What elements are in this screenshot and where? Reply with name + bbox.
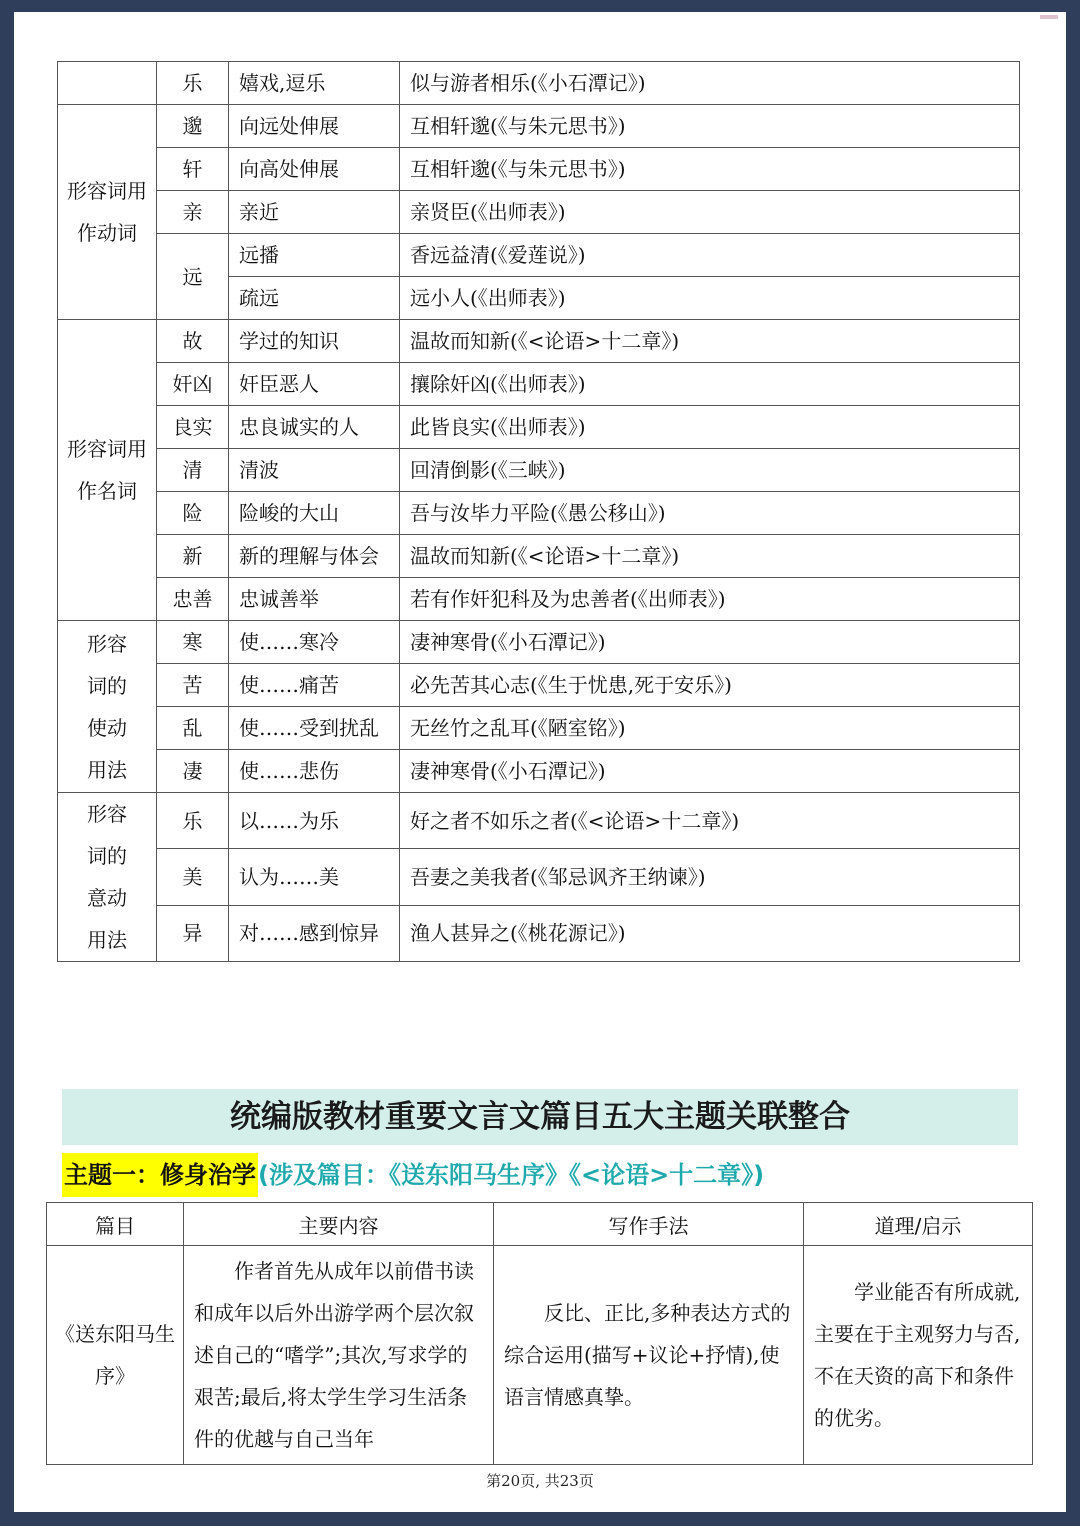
meaning-cell: 亲近 — [229, 191, 400, 234]
example-cell: 若有作奸犯科及为忠善者(《出师表》) — [400, 578, 1020, 621]
example-cell: 必先苦其心志(《生于忧患,死于安乐》) — [400, 664, 1020, 707]
word-cell: 轩 — [157, 148, 229, 191]
table-row — [58, 578, 1020, 621]
meaning-cell: 忠诚善举 — [229, 578, 400, 621]
example-cell: 好之者不如乐之者(《<论语>十二章》) — [400, 793, 1020, 849]
example-cell: 温故而知新(《<论语>十二章》) — [400, 535, 1020, 578]
meaning-cell: 向高处伸展 — [229, 148, 400, 191]
meaning-cell: 嬉戏,逗乐 — [229, 62, 400, 105]
column-header: 写作手法 — [494, 1203, 804, 1246]
word-cell: 亲 — [157, 191, 229, 234]
meaning-cell: 以……为乐 — [229, 793, 400, 849]
vocab-table — [57, 61, 1020, 962]
table-row — [58, 492, 1020, 535]
technique-cell: 反比、正比,多种表达方式的综合运用(描写+议论+抒情),使语言情感真挚。 — [494, 1246, 804, 1465]
meaning-cell: 奸臣恶人 — [229, 363, 400, 406]
example-cell: 似与游者相乐(《小石潭记》) — [400, 62, 1020, 105]
word-cell: 奸凶 — [157, 363, 229, 406]
table-row — [58, 234, 1020, 277]
document-page — [14, 12, 1066, 1512]
article-title-cell: 《送东阳马生序》 — [47, 1246, 184, 1465]
word-cell: 良实 — [157, 406, 229, 449]
theme-scope: (涉及篇目：《送东阳马生序》《<论语>十二章》) — [258, 1161, 765, 1189]
word-cell: 远 — [157, 234, 229, 320]
meaning-cell: 清波 — [229, 449, 400, 492]
column-header: 篇目 — [47, 1203, 184, 1246]
word-cell: 忠善 — [157, 578, 229, 621]
category-label: 形容词用作名词 — [67, 437, 147, 503]
meaning-cell: 使……痛苦 — [229, 664, 400, 707]
meaning-cell: 认为……美 — [229, 849, 400, 905]
table-row — [58, 707, 1020, 750]
example-cell: 香远益清(《爱莲说》) — [400, 234, 1020, 277]
theme-label: 主题一：修身治学 — [62, 1153, 258, 1197]
table-row — [58, 664, 1020, 707]
category-cell — [58, 621, 157, 793]
table-row — [58, 191, 1020, 234]
meaning-cell: 疏远 — [229, 277, 400, 320]
word-cell: 美 — [157, 849, 229, 905]
example-cell: 温故而知新(《<论语>十二章》) — [400, 320, 1020, 363]
content-cell: 作者首先从成年以前借书读和成年以后外出游学两个层次叙述自己的“嗜学”;其次,写求学的艰苦;最后,将太学生学习生活条件的优越与自己当年 — [184, 1246, 494, 1465]
table-header-row — [47, 1203, 1033, 1246]
example-cell: 吾妻之美我者(《邹忌讽齐王纳谏》) — [400, 849, 1020, 905]
word-cell: 异 — [157, 905, 229, 961]
page-footer: 第20页, 共23页 — [486, 1472, 594, 1490]
table-row — [58, 849, 1020, 905]
example-cell: 亲贤臣(《出师表》) — [400, 191, 1020, 234]
word-cell: 清 — [157, 449, 229, 492]
table-row — [58, 535, 1020, 578]
word-cell: 乱 — [157, 707, 229, 750]
table-row — [58, 105, 1020, 148]
word-cell: 险 — [157, 492, 229, 535]
word-cell: 故 — [157, 320, 229, 363]
summary-table — [46, 1202, 1033, 1465]
table-row — [58, 621, 1020, 664]
example-cell: 吾与汝毕力平险(《愚公移山》) — [400, 492, 1020, 535]
category-cell — [58, 105, 157, 320]
meaning-cell: 忠良诚实的人 — [229, 406, 400, 449]
example-cell: 渔人甚异之(《桃花源记》) — [400, 905, 1020, 961]
example-cell: 远小人(《出师表》) — [400, 277, 1020, 320]
word-cell: 乐 — [157, 62, 229, 105]
column-header: 主要内容 — [184, 1203, 494, 1246]
example-cell: 回清倒影(《三峡》) — [400, 449, 1020, 492]
example-cell: 此皆良实(《出师表》) — [400, 406, 1020, 449]
category-cell — [58, 320, 157, 621]
example-cell: 攘除奸凶(《出师表》) — [400, 363, 1020, 406]
meaning-cell: 使……悲伤 — [229, 750, 400, 793]
category-label: 形容词用作动词 — [67, 179, 147, 245]
example-cell: 互相轩邈(《与朱元思书》) — [400, 148, 1020, 191]
word-cell: 新 — [157, 535, 229, 578]
example-cell: 互相轩邈(《与朱元思书》) — [400, 105, 1020, 148]
meaning-cell: 向远处伸展 — [229, 105, 400, 148]
meaning-cell: 使……寒冷 — [229, 621, 400, 664]
category-cell — [58, 793, 157, 962]
column-header: 道理/启示 — [804, 1203, 1033, 1246]
table-row — [58, 449, 1020, 492]
meaning-cell: 使……受到扰乱 — [229, 707, 400, 750]
meaning-cell: 对……感到惊异 — [229, 905, 400, 961]
word-cell: 邈 — [157, 105, 229, 148]
category-label: 形容词的使动用法 — [87, 631, 127, 782]
table-row — [58, 750, 1020, 793]
table-row — [58, 320, 1020, 363]
theme-heading — [62, 1153, 764, 1197]
word-cell: 苦 — [157, 664, 229, 707]
example-cell: 凄神寒骨(《小石潭记》) — [400, 621, 1020, 664]
example-cell: 无丝竹之乱耳(《陋室铭》) — [400, 707, 1020, 750]
word-cell: 寒 — [157, 621, 229, 664]
word-cell: 乐 — [157, 793, 229, 849]
category-label: 形容词的意动用法 — [87, 802, 127, 952]
section-banner: 统编版教材重要文言文篇目五大主题关联整合 — [62, 1089, 1018, 1145]
corner-mark — [1040, 15, 1058, 19]
meaning-cell: 远播 — [229, 234, 400, 277]
meaning-cell: 险峻的大山 — [229, 492, 400, 535]
word-cell: 凄 — [157, 750, 229, 793]
table-row — [47, 1246, 1033, 1465]
table-row — [58, 905, 1020, 961]
meaning-cell: 学过的知识 — [229, 320, 400, 363]
lesson-cell: 学业能否有所成就,主要在于主观努力与否,不在天资的高下和条件的优劣。 — [804, 1246, 1033, 1465]
table-row — [58, 148, 1020, 191]
meaning-cell: 新的理解与体会 — [229, 535, 400, 578]
table-row — [58, 363, 1020, 406]
table-row — [58, 62, 1020, 105]
table-row — [58, 406, 1020, 449]
table-row — [58, 793, 1020, 849]
example-cell: 凄神寒骨(《小石潭记》) — [400, 750, 1020, 793]
